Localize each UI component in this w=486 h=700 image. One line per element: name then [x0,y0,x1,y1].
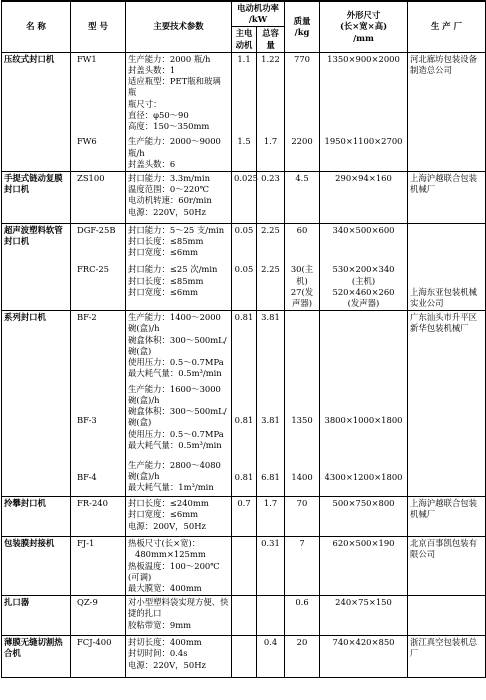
row-mass: 4.5 [285,171,320,223]
header-power: 电动机功率 /kW [232,1,285,27]
row-params [126,311,232,383]
row-dims: 4300×1200×1800 [320,459,408,497]
row-params [126,596,232,636]
param-line: 封口能力：≤25 次/min [128,264,218,275]
row-model: QZ-9 [71,596,126,636]
row-model: BF-3 [71,383,126,459]
row-model: BF-2 [71,311,126,383]
header-params: 主要技术参数 [126,1,232,52]
row-total-power: 1.7 [257,135,285,171]
row-name: 超声波塑料软管封口机 [2,223,71,310]
param-line: 封口宽度：≤6mm [128,286,199,297]
param-line: 生产能力：2000～9000瓶/h [128,136,221,158]
param-line: 封口长度：≤240mm [128,498,209,509]
row-main-power: 0.81 [232,459,257,497]
row-name: 包装膜封接机 [2,537,71,596]
param-line: 封口宽度：≤6mm [128,509,199,520]
param-line: 生产能力：1400～2000碗(盒)/h [128,312,221,334]
sealing-machine-table [1,0,486,678]
header-mass: 质量 /kg [285,1,320,52]
row-total-power: 0.4 [257,636,285,678]
row-total-power: 3.81 [257,311,285,383]
row-total-power: 2.25 [257,223,285,263]
row-name: 系列封口机 [2,311,71,497]
row-total-power: 6.81 [257,459,285,497]
param-line: 封口长度：≤85mm [128,275,204,286]
param-line: 瓶尺寸： [128,98,162,109]
param-line: 生产能力：2800～4080碗(盒)/h [128,459,221,481]
row-dims: 500×750×800 [320,497,408,537]
param-line: 胶粘带宽：9mm [128,619,192,630]
row-dims: 340×500×600 [320,223,408,263]
row-name: 手提式链动复膜封口机 [2,171,71,223]
row-total-power: 1.7 [257,497,285,537]
param-line: 最大膜宽：400mm [128,583,202,594]
param-line: 使用压力：0.5～0.7MPa [128,428,224,439]
row-params [126,459,232,497]
row-main-power: 1.1 [232,52,257,135]
row-model: FW1 [71,52,126,135]
param-line: 封切时间：0.4s [128,648,188,659]
header-name: 名 称 [2,1,71,52]
row-params [126,636,232,678]
param-line: 碗盒体积：300～500mL/碗(盒) [128,406,227,428]
row-model: FR-240 [71,497,126,537]
row-params [126,52,232,135]
param-line: 热板尺寸(长×宽)： [128,538,201,549]
row-params [126,223,232,263]
row-model: DGF-25B [71,223,126,263]
row-main-power [232,537,257,596]
row-params [126,497,232,537]
param-line: 使用压力：0.5～0.7MPa [128,357,224,368]
row-maker: 浙江真空包装机总厂 [408,636,486,678]
param-line: 封切长度：400mm [128,637,202,648]
header-dims: 外形尺寸 (长×宽×高) /mm [320,1,408,52]
row-mass: 1350 [285,383,320,459]
row-maker [408,596,486,636]
row-params [126,263,232,310]
row-model: FJ-1 [71,537,126,596]
param-line: 最大耗气量：1m³/min [128,482,214,493]
row-dims: 1950×1100×2700 [320,135,408,171]
param-line: 生产能力：2000 瓶/h [128,53,211,64]
row-dims: 1350×900×2000 [320,52,408,135]
row-total-power: 2.25 [257,263,285,310]
row-name: 压纹式封口机 [2,52,71,171]
row-total-power: 3.81 [257,383,285,459]
row-params [126,171,232,223]
row-dims: 740×420×850 [320,636,408,678]
header-model: 型 号 [71,1,126,52]
row-mass: 0.6 [285,596,320,636]
param-line: 电源：220V，50Hz [128,206,206,217]
param-line: 温度范围：0～220℃ [128,184,209,195]
row-mass: 1400 [285,459,320,497]
row-dims: 3800×1000×1800 [320,383,408,459]
row-model: BF-4 [71,459,126,497]
param-line: 热板温度：100～200℃(可调) [128,560,220,582]
row-mass [285,311,320,383]
header-total: 总容量 [257,27,285,52]
row-model: ZS100 [71,171,126,223]
row-name: 拎攀封口机 [2,497,71,537]
row-name: 扎口器 [2,596,71,636]
param-line: 封盖头数：6 [128,158,176,169]
param-line: 电源：200V，50Hz [128,520,206,531]
row-dims: 240×75×150 [320,596,408,636]
param-line: 封口长度：≤85mm [128,236,204,247]
row-maker: 北京百事凯包装有限公司 [408,537,486,596]
row-name: 薄膜无缝切割热合机 [2,636,71,678]
row-main-power: 0.81 [232,383,257,459]
param-line: 对小型塑料袋实现方便、快捷的扎口 [128,597,229,619]
header-main-motor: 主电动机 [232,27,257,52]
row-main-power: 0.025 [232,171,257,223]
row-main-power [232,636,257,678]
row-model: FRC-25 [71,263,126,310]
row-main-power: 0.81 [232,311,257,383]
row-mass: 60 [285,223,320,263]
row-maker: 上海沪越联合包装机械厂 [408,171,486,223]
row-dims [320,311,408,383]
row-main-power [232,596,257,636]
row-maker: 上海沪越联合包装机械厂 [408,497,486,537]
row-main-power: 1.5 [232,135,257,171]
row-mass: 70 [285,497,320,537]
param-line: 最大耗气量：0.5m³/min [128,368,222,379]
row-total-power [257,596,285,636]
param-line: 电动机转速：60r/min [128,195,212,206]
param-line: 高度：150～350mm [128,121,210,132]
param-line: 最大耗气量：0.5m³/min [128,439,222,450]
row-total-power: 1.22 [257,52,285,135]
row-dims: 290×94×160 [320,171,408,223]
param-line: 封口宽度：≤6mm [128,247,199,258]
row-dims: 620×500×190 [320,537,408,596]
param-line: 480mm×125mm [135,549,206,560]
row-main-power: 0.05 [232,223,257,263]
row-maker: 广东汕头市升平区新华包装机械厂 [408,311,486,497]
param-line: 封口能力：3.3m/min [128,172,210,183]
param-line: 电源：220V，50Hz [128,659,206,670]
param-line: 生产能力：1600～3000碗(盒)/h [128,383,221,405]
row-maker: 河北廊坊包装设备制造总公司 [408,52,486,171]
row-dims: 530×200×340 (主机) 520×460×260 (发声器) [320,263,408,310]
row-mass: 770 [285,52,320,135]
row-mass: 20 [285,636,320,678]
row-mass: 7 [285,537,320,596]
row-model: FW6 [71,135,126,171]
row-maker: 上海东亚包装机械实业公司 [408,223,486,310]
row-total-power: 0.23 [257,171,285,223]
row-params [126,383,232,459]
row-params [126,537,232,596]
row-mass: 30(主机) 27(发声器) [285,263,320,310]
param-line: 直径：φ50～90 [128,109,189,120]
param-line: 封口能力：5～25 支/min [128,224,225,235]
param-line: 碗盒体积：300～500mL/碗(盒) [128,334,227,356]
header-maker: 生 产 厂 [408,1,486,52]
param-line: 封盖头数：1 [128,65,176,76]
row-main-power: 0.05 [232,263,257,310]
row-mass: 2200 [285,135,320,171]
row-model: FCJ-400 [71,636,126,678]
param-line: 适应瓶型：PET瓶和玻璃瓶 [128,76,221,98]
row-total-power: 0.31 [257,537,285,596]
row-main-power: 0.7 [232,497,257,537]
row-params [126,135,232,171]
